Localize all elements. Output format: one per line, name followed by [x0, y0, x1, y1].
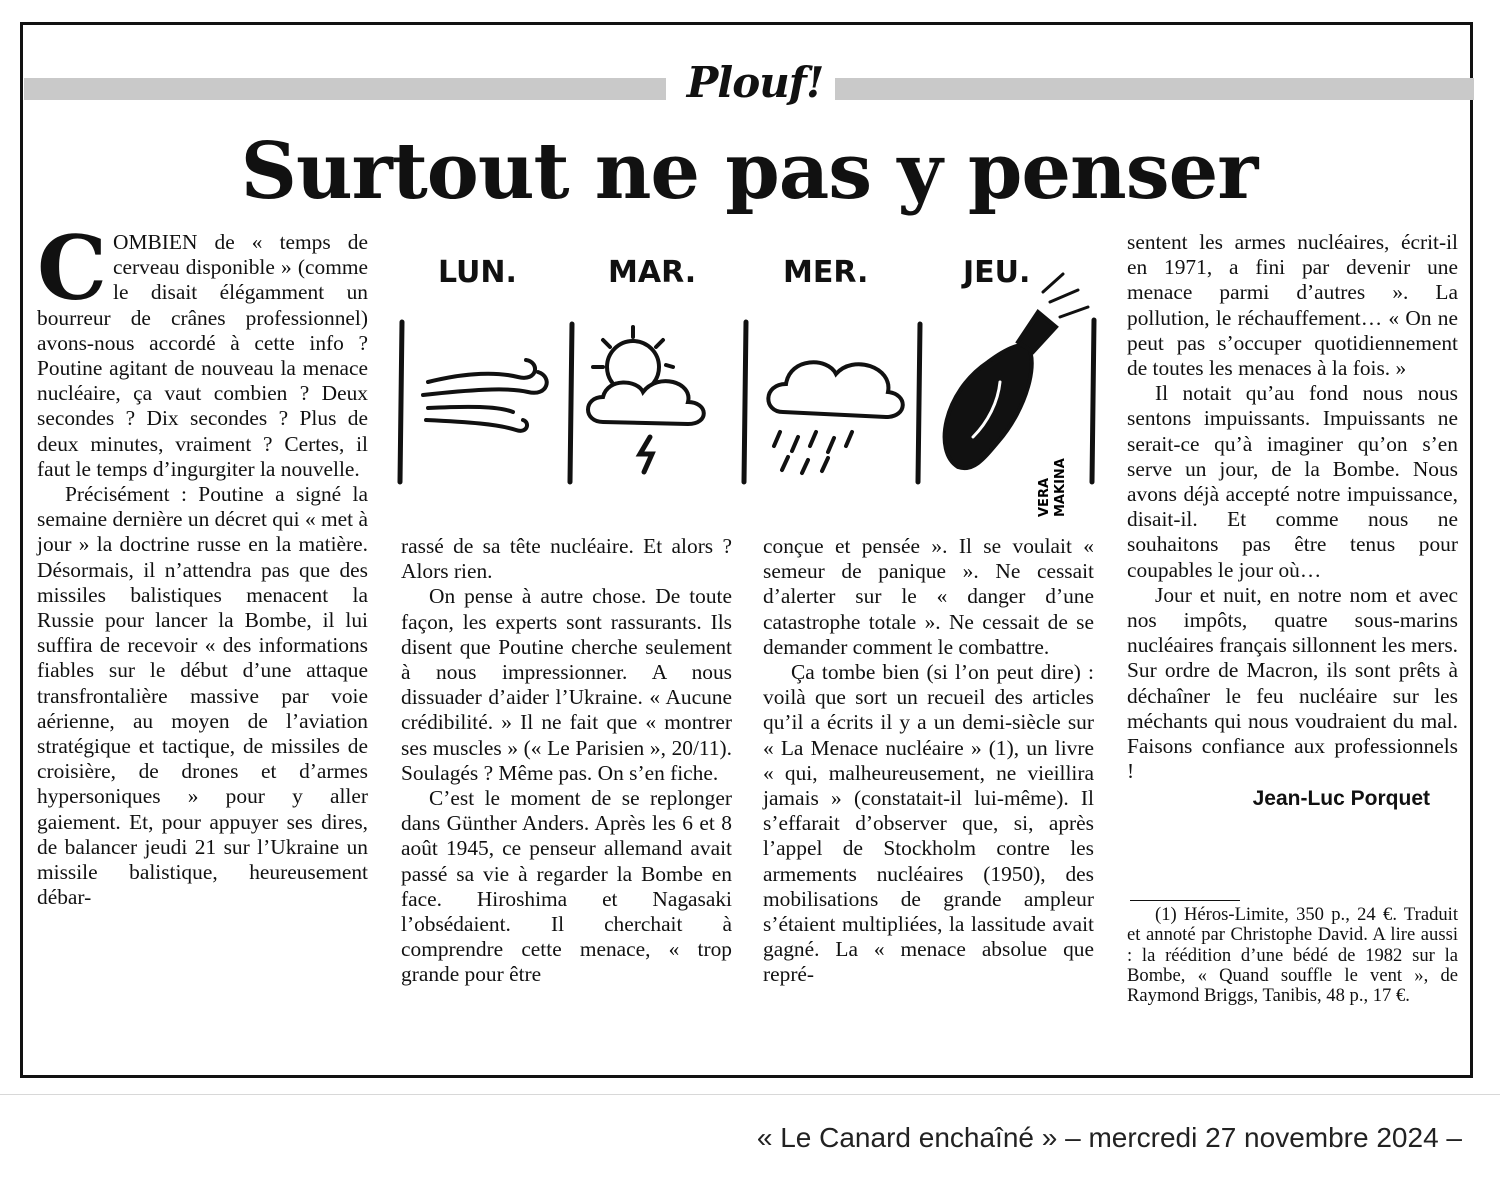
day-label-tue: MAR.	[608, 255, 697, 290]
section-rule-left	[24, 78, 666, 100]
paragraph-1-text: OMBIEN de « temps de cerveau disponible » (comme le disait élégamment un bourreur de crânes professionnel) avons-nous accordé à cette info ? Poutine agitant de nouveau la menace nucléaire, ça vaut combien ? Deux secondes ? Dix secondes ? Plus de deux minutes, vraiment ? Certes, il faut le temps d’ingurgiter la nouvelle.	[37, 230, 368, 481]
paragraph-2: Précisément : Poutine a signé la semaine dernière un décret qui « met à jour » la doctrine russe en la matière. Désormais, il n’attendra pas que des missiles balistiques menacent la Russie pour lancer la Bombe, il lui suffira de recevoir « des informations fiables sur le début d’une attaque transfrontalière massive par voie aérienne, au moyen de l’aviation stratégique et tactique, de missiles de croisière, de drones et d’armes hypersoniques » pour y aller gaiement. Et, pour appuyer ses dires, de balancer jeudi 21 sur l’Ukraine un missile balistique, heureusement débar-	[37, 482, 368, 910]
footer-divider	[0, 1094, 1500, 1095]
rain-icon	[768, 362, 902, 473]
paragraph-3: rassé de sa tête nucléaire. Et alors ? Alors rien.	[401, 534, 732, 584]
panel-divider-1	[400, 322, 402, 482]
panel-divider-3	[744, 322, 746, 482]
panel-divider-4	[918, 324, 920, 482]
paragraph-5: C’est le moment de se replonger dans Günther Anders. Après les 6 et 8 août 1945, ce penseur allemand avait passé sa vie à regarder la Bombe en face. Hiroshima et Nagasaki l’obsédaient. Il cherchait à comprendre cette menace, « trop grande pour être	[401, 786, 732, 987]
article-column-4	[1127, 230, 1458, 812]
day-label-mon: LUN.	[438, 255, 517, 290]
footnote-rule	[1130, 900, 1240, 901]
drop-cap: C	[37, 216, 108, 320]
storm-icon	[588, 327, 704, 472]
panel-divider-5	[1092, 320, 1094, 482]
paragraph-7: Ça tombe bien (si l’on peut dire) : voilà que sort un recueil des articles qu’il a écrits il y a un demi-siècle sur « La Menace nucléaire » (1), un livre « qui, malheureusement, ne vieillira jamais » (constatait-il lui-même). Il s’effarait d’observer que, si, après l’appel de Stockholm contre les armements nucléaires (1950), des mobilisations de grande ampleur s’étaient multipliées, la lassitude avait gagné. La « menace absolue que repré-	[763, 660, 1094, 987]
paragraph-8: sentent les armes nucléaires, écrit-il en 1971, a fini par devenir une menace parmi d’autres ». La pollution, le réchauffement… « On ne peut pas s’occuper quotidiennement de toutes les menaces à la fois. »	[1127, 230, 1458, 381]
author-signature: Jean-Luc Porquet	[1252, 787, 1430, 811]
section-rule-right	[835, 78, 1474, 100]
paragraph-10: Jour et nuit, en notre nom et avec nos impôts, quatre sous-marins nucléaires français sillonnent les mers. Sur ordre de Macron, ils sont prêts à déchaîner le feu nucléaire sur les méchants qui nous voudraient du mal. Faisons confiance aux professionnels !	[1127, 582, 1458, 784]
publication-footer: « Le Canard enchaîné » – mercredi 27 novembre 2024 –	[756, 1122, 1462, 1153]
day-label-thu: JEU.	[963, 255, 1031, 290]
bomb-icon	[945, 274, 1088, 468]
article-column-2	[401, 534, 732, 988]
article-column-1	[37, 216, 368, 910]
footnote-text: (1) Héros-Limite, 350 p., 24 €. Traduit et annoté par Christophe David. A lire aussi : la réédition d’une bédé de 1982 sur la Bombe, « Quand souffle le vent », de Raymond Briggs, Tanibis, 48 p., 17 €.	[1127, 904, 1458, 1007]
section-title: Plouf!	[686, 58, 824, 107]
article-column-3	[763, 534, 1094, 988]
wind-icon	[423, 360, 547, 431]
panel-divider-2	[570, 324, 572, 482]
headline: Surtout ne pas y penser	[240, 126, 1258, 217]
paragraph-1	[37, 216, 368, 482]
paragraph-9: Il notait qu’au fond nous nous sentons impuissants. Impuissants ne serait-ce qu’à imaginer qu’on s’en serve un jour, de la Bombe. Nous avons déjà accepté notre impuissance, disait-il. Et comme nous ne souhaitons pas être tenus pour coupables le jour où…	[1127, 381, 1458, 582]
cartoon-signature-vera: VERA	[1037, 477, 1052, 517]
paragraph-6: conçue et pensée ». Il se voulait « semeur de panique ». Ne cessait d’alerter sur le « danger d’une catastrophe totale ». Ne cessait de se demander comment le combattre.	[763, 534, 1094, 659]
paragraph-4: On pense à autre chose. De toute façon, les experts sont rassurants. Ils disent que Poutine cherche seulement à nous impressionner. A nous dissuader d’aider l’Ukraine. « Aucune crédibilité. » Il ne fait que « montrer ses muscles » (« Le Parisien », 20/11). Soulagés ? Même pas. On s’en fiche.	[401, 584, 732, 785]
cartoon-signature-makina: MAKINA	[1053, 458, 1068, 517]
day-label-wed: MER.	[783, 255, 869, 290]
weather-cartoon	[388, 232, 1108, 532]
footnote	[1127, 905, 1458, 1006]
